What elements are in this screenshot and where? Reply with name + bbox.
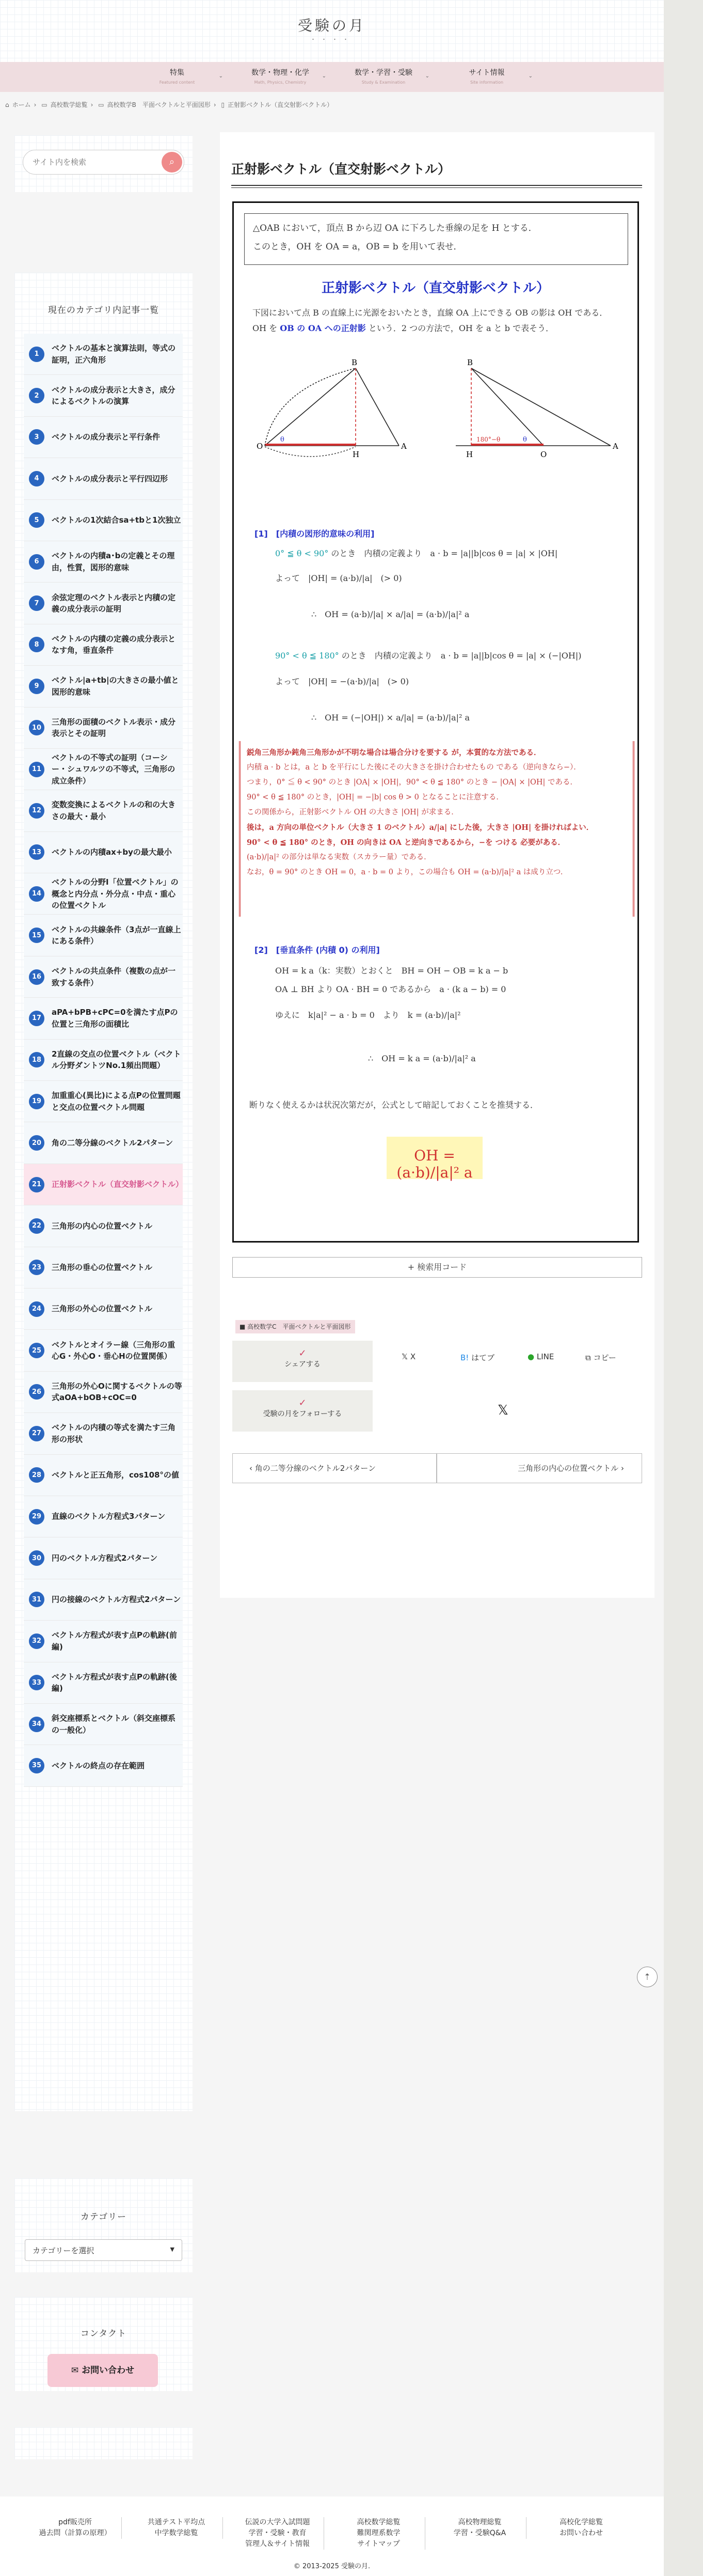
case2-magnitude: よって |OH| = −(a·b)/|a| (> 0) — [275, 677, 409, 686]
folder-icon: ■ — [239, 1323, 248, 1330]
search-code-toggle[interactable]: + 検索用コード — [232, 1257, 642, 1278]
toc-number: 2 — [29, 388, 44, 403]
toc-item-label: ベクトルとオイラー線（三角形の重心G・外心O・垂心Hの位置関係） — [52, 1340, 175, 1361]
prev-post-link[interactable]: ‹ 角の二等分線のベクトル2パターン — [232, 1453, 437, 1483]
category-article-list — [14, 273, 193, 2111]
toc-item-label: 斜交座標系とベクトル（斜交座標系の一般化） — [52, 1714, 176, 1735]
toc-number: 23 — [29, 1260, 44, 1275]
search-icon: ⌕ — [169, 156, 175, 167]
next-post-link[interactable]: 三角形の内心の位置ベクトル › — [437, 1453, 642, 1483]
figure-heading: 正射影ベクトル（直交射影ベクトル） — [321, 280, 550, 296]
contact-button[interactable]: ✉ お問い合わせ — [47, 2354, 158, 2387]
toc-number: 16 — [29, 969, 44, 985]
section-1-heading: [1] [内積の図形的意味の利用] — [254, 529, 375, 539]
site-footer — [0, 2496, 664, 2576]
toc-item-label: ベクトルの基本と演算法則，等式の証明，正六角形 — [52, 343, 176, 365]
toc-item[interactable] — [24, 956, 183, 998]
label-O2: O — [540, 450, 547, 459]
toc-number: 9 — [29, 679, 44, 694]
toc-item-label: 三角形の外心Oに関するベクトルの等式aOA+bOB+cOC=0 — [52, 1381, 182, 1403]
case1-magnitude: よって |OH| = (a·b)/|a| (> 0) — [275, 573, 402, 583]
follow-button[interactable]: ✓ 受験の月をフォローする — [232, 1390, 373, 1432]
toc-number: 3 — [29, 429, 44, 445]
toc-item-label: 円の接線のベクトル方程式2パターン — [52, 1595, 181, 1605]
label-B2: B — [467, 358, 473, 367]
toc-item-label: ベクトルの成分表示と平行四辺形 — [52, 474, 168, 483]
footer-link[interactable]: pdf販売所 — [58, 2518, 92, 2526]
label-B: B — [352, 358, 358, 367]
search-widget — [14, 135, 193, 192]
toc-item[interactable] — [24, 749, 183, 790]
x-icon: 𝕏 — [402, 1352, 408, 1361]
toc-item-label: ベクトルの内積a･bの定義とその理由，性質，図形的意味 — [52, 551, 175, 572]
footer-column — [130, 2517, 223, 2539]
note-line: この関係から，正射影ベクトル OH の大きさ |OH| が求まる． — [247, 808, 459, 816]
toc-item-label: 円のベクトル方程式2パターン — [52, 1553, 158, 1563]
toc-item[interactable] — [24, 583, 183, 624]
main-article — [220, 132, 654, 1598]
toc-item[interactable] — [24, 1164, 183, 1205]
toc-item-label: 三角形の面積のベクトル表示・成分表示とその証明 — [52, 717, 176, 739]
page-icon: ▯ — [221, 101, 225, 108]
label-O: O — [257, 442, 263, 451]
toc-number: 32 — [29, 1633, 44, 1649]
toc-item-label: 正射影ベクトル（直交射影ベクトル） — [52, 1180, 184, 1189]
title-dots: ・・・・ — [310, 36, 354, 43]
search-box — [23, 150, 184, 175]
breadcrumb-current: 正射影ベクトル（直交射影ベクトル） — [228, 101, 333, 108]
case2-line: 90° < θ ≦ 180° のとき 内積の定義より a · b = |a||b|cos θ = |a| × (−|OH|) — [275, 651, 582, 661]
footer-link[interactable]: 管理人＆サイト情報 — [245, 2540, 310, 2548]
footer-column — [29, 2517, 122, 2539]
toc-item-label: 余弦定理のベクトル表示と内積の定義の成分表示の証明 — [52, 592, 176, 614]
toc-item[interactable] — [24, 998, 183, 1039]
share-button[interactable]: ✓ シェアする — [232, 1341, 373, 1382]
closing-text: 断りなく使えるかは状況次第だが，公式として暗記しておくことを推奨する． — [249, 1100, 539, 1110]
note-line: 90° < θ ≦ 180° のとき，OH の向きは OA と逆向きであるから，−を つける 必要がある． — [247, 838, 566, 847]
section-2-heading: [2] [垂直条件 (内積 0) の利用] — [254, 945, 380, 955]
toc-item-label: 変数変換によるベクトルの和の大きさの最大・最小 — [52, 800, 176, 821]
toc-title: 現在のカテゴリ内記事一覧 — [47, 305, 159, 316]
toc-item[interactable] — [24, 1081, 183, 1122]
toc-item-label: ベクトルの分野Ⅰ「位置ベクトル」の概念と内分点・外分点・中点・重心の位置ベクトル — [52, 877, 179, 910]
toc-number: 28 — [29, 1467, 44, 1483]
toc-item-label: ベクトル|a+tb|の大きさの最小値と図形的意味 — [52, 676, 179, 697]
toc-item-label: 三角形の垂心の位置ベクトル — [52, 1263, 153, 1273]
toc-item[interactable] — [24, 1413, 183, 1454]
toc-number: 11 — [29, 762, 44, 777]
folder-icon: ▭ — [98, 101, 104, 108]
toc-item[interactable] — [24, 1040, 183, 1081]
global-nav — [0, 62, 664, 92]
toc-item-label: ベクトルの1次結合sa+tbと1次独立 — [52, 515, 181, 525]
x-follow-icon[interactable]: 𝕏 — [498, 1403, 508, 1418]
contact-title: コンタクト — [80, 2329, 127, 2339]
toc-item[interactable] — [24, 873, 183, 915]
toc-number: 1 — [29, 347, 44, 362]
footer-link[interactable]: 伝説の大学入試問題 — [245, 2518, 310, 2526]
toc-item-label: 2直線の交点の位置ベクトル（ベクトル分野ダントツNo.1頻出問題） — [52, 1049, 181, 1071]
share-x-button[interactable]: 𝕏 X — [402, 1352, 416, 1361]
intro-line-2: OH を OB の OA への正射影 という．2 つの方法で，OH を a と b で表そう． — [252, 323, 554, 333]
toc-number: 34 — [29, 1717, 44, 1732]
toc-item-label: ベクトルの終点の存在範囲 — [52, 1761, 145, 1770]
footer-link[interactable]: 中学数学総覧 — [154, 2529, 198, 2537]
method2-result: ∴ OH = k a = (a·b)/|a|² a — [368, 1054, 476, 1063]
acute-diagram — [265, 368, 399, 457]
toc-number: 13 — [29, 844, 44, 860]
toc-number: 17 — [29, 1011, 44, 1026]
label-H: H — [353, 450, 360, 459]
footer-link[interactable]: 共通テスト平均点 — [147, 2518, 205, 2526]
toc-item[interactable] — [24, 1662, 183, 1704]
toc-number: 31 — [29, 1592, 44, 1607]
footer-link[interactable]: お問い合わせ — [560, 2529, 603, 2537]
toc-item-label: 加重重心(異比)による点Pの位置問題と交点の位置ベクトル問題 — [52, 1091, 181, 1112]
triangle-diagrams — [254, 358, 626, 508]
toc-item[interactable] — [24, 790, 183, 831]
label-A: A — [401, 442, 407, 451]
note-line: 90° < θ ≦ 180° のとき，|OH| = −|b| cos θ > 0 となることに注意する． — [247, 793, 504, 802]
toc-item[interactable] — [24, 832, 183, 873]
chevron-down-icon: ⌄ — [528, 73, 533, 79]
toc-item[interactable] — [24, 458, 183, 499]
breadcrumb: ⌂ ホーム › ▭ 高校数学総覧 › ▭ 高校数学B 平面ベクトルと平面図形 › ▯ 正射影ベクトル（直交射影ベクトル） — [5, 101, 333, 108]
scroll-top-button[interactable] — [637, 1967, 658, 1987]
toc-number: 35 — [29, 1758, 44, 1773]
footer-link[interactable]: 高校数学総覧 — [357, 2518, 401, 2526]
toc-number: 26 — [29, 1384, 44, 1400]
footer-link[interactable]: 難関理系数学 — [357, 2529, 401, 2537]
svg-text:θ: θ — [280, 436, 284, 444]
label-H2: H — [466, 450, 473, 459]
toc-number: 12 — [29, 803, 44, 819]
chevron-down-icon: ▼ — [170, 2246, 174, 2253]
share-line-button[interactable]: ● LINE — [528, 1352, 554, 1361]
check-icon: ✓ — [298, 1397, 307, 1408]
final-formula: OH = (a·b)/|a|² a — [387, 1137, 483, 1179]
copy-button[interactable]: ⧉ コピー — [585, 1353, 616, 1362]
toc-item[interactable] — [24, 1122, 183, 1164]
toc-item-label: ベクトルの不等式の証明（コーシー・シュワルツの不等式，三角形の成立条件） — [52, 752, 175, 786]
nav-item-science[interactable]: 数学・物理・化学 Math, Physics, Chemistry ⌄ — [251, 69, 326, 85]
category-select[interactable]: カテゴリーを選択 ▼ — [25, 2239, 182, 2261]
toc-item[interactable] — [24, 417, 183, 458]
share-hatena-button[interactable]: B! はてブ — [460, 1353, 495, 1362]
chevron-right-icon: › — [618, 1464, 624, 1473]
toc-number: 27 — [29, 1426, 44, 1441]
toc-number: 21 — [29, 1177, 44, 1192]
intro-line-1: 下図において点 B の直線上に光源をおいたとき，直線 OA 上にできる OB の影は OH である． — [252, 308, 608, 318]
footer-link[interactable]: 過去問（計算の原理） — [39, 2529, 111, 2537]
nav-item-study[interactable]: 数学・学習・受験 Study & Examination ⌄ — [355, 69, 429, 85]
explanation-note — [239, 741, 634, 917]
breadcrumb-subcategory[interactable]: 高校数学B 平面ベクトルと平面図形 — [107, 101, 211, 108]
contact-widget — [14, 2297, 193, 2391]
toc-item-label: ベクトルの共線条件（3点が一直線上にある条件） — [52, 924, 181, 946]
toc-number: 7 — [29, 595, 44, 611]
toc-item-label: ベクトルの内積の等式を満たす三角形の形状 — [52, 1423, 176, 1444]
note-line: 内積 a · b とは，a と b を平行にした後にその大きさを掛け合わせたもの である（逆向きなら−）． — [247, 763, 581, 772]
toc-number: 10 — [29, 720, 44, 735]
problem-box: △OAB において，頂点 B から辺 OA に下ろした垂線の足を H とする． このとき，OH を OA = a，OB = b を用いて表せ． — [244, 213, 628, 265]
toc-number: 18 — [29, 1052, 44, 1067]
nav-item-siteinfo[interactable]: サイト情報 Site information ⌄ — [469, 69, 533, 85]
toc-number: 24 — [29, 1301, 44, 1317]
mail-icon: ✉ — [71, 2365, 79, 2376]
footer-column — [535, 2517, 628, 2539]
toc-item[interactable] — [24, 915, 183, 956]
toc-item-label: aPA+bPB+cPC=0を満たす点Pの位置と三角形の面積比 — [52, 1008, 178, 1029]
footer-link[interactable]: 学習・受験・教育 — [248, 2529, 307, 2537]
chevron-down-icon: ⌄ — [322, 73, 326, 79]
copyright: © 2013-2025 受験の月. — [293, 2563, 371, 2570]
arrow-up-icon: ⇡ — [644, 1972, 651, 1982]
toc-item[interactable] — [24, 708, 183, 749]
toc-item-label: ベクトルの共点条件（複数の点が一致する条件） — [52, 966, 176, 987]
toc-item[interactable] — [24, 1621, 183, 1662]
hatena-icon: B! — [460, 1353, 469, 1362]
method2-line-3: ゆえに k|a|² − a · b = 0 より k = (a·b)/|a|² — [275, 1010, 461, 1020]
toc-number: 25 — [29, 1343, 44, 1358]
toc-number: 14 — [29, 886, 44, 902]
toc-item[interactable] — [24, 1537, 183, 1579]
toc-item[interactable] — [24, 541, 183, 583]
toc-item[interactable] — [24, 334, 183, 375]
toc-list — [24, 334, 183, 1787]
footer-link[interactable]: 高校物理総覧 — [458, 2518, 502, 2526]
toc-item-label: ベクトルの成分表示と平行条件 — [52, 432, 161, 442]
toc-item-label: ベクトル方程式が表す点Pの軌跡(前編) — [52, 1630, 177, 1652]
toc-number: 6 — [29, 554, 44, 570]
toc-item[interactable] — [24, 1496, 183, 1537]
toc-item-label: 三角形の内心の位置ベクトル — [52, 1221, 153, 1231]
toc-item[interactable] — [24, 1579, 183, 1621]
toc-number: 5 — [29, 512, 44, 528]
toc-number: 4 — [29, 471, 44, 486]
case1-line: 0° ≦ θ < 90° のとき 内積の定義より a · b = |a||b|cos θ = |a| × |OH| — [275, 548, 558, 558]
method2-line-2: OA ⊥ BH より OA · BH = 0 であるから a · (k a − b) = 0 — [275, 984, 506, 994]
article-figure — [232, 201, 639, 1243]
note-line: 後は，a 方向の単位ベクトル（大きさ 1 のベクトル）a/|a| にした後，大きさ |OH| を掛ければよい． — [247, 823, 594, 832]
chevron-down-icon: ⌄ — [425, 73, 429, 79]
breadcrumb-category[interactable]: 高校数学総覧 — [50, 101, 88, 108]
method2-line-1: OH = k a（k：実数）とおくと BH = OH − OB = k a − b — [275, 966, 508, 976]
toc-item-label: ベクトル方程式が表す点Pの軌跡(後編) — [52, 1672, 177, 1693]
breadcrumb-home[interactable]: ホーム — [12, 101, 31, 108]
toc-item[interactable] — [24, 1745, 183, 1786]
nav-item-featured[interactable]: 特集 Featured content ⌄ — [159, 69, 223, 85]
toc-item[interactable] — [24, 624, 183, 666]
toc-item-label: ベクトルと正五角形，cos108°の値 — [52, 1470, 179, 1480]
category-widget — [14, 2178, 193, 2272]
line-icon: ● — [528, 1352, 535, 1361]
toc-item-label: ベクトルの内積ax+byの最大最小 — [52, 847, 172, 857]
site-title[interactable]: 受験の月 — [297, 17, 366, 34]
check-icon: ✓ — [298, 1348, 307, 1359]
label-A2: A — [613, 442, 618, 451]
toc-number: 30 — [29, 1550, 44, 1566]
svg-text:180°−θ: 180°−θ — [476, 436, 501, 443]
category-title: カテゴリー — [80, 2212, 127, 2222]
toc-item[interactable] — [24, 1455, 183, 1496]
case2-result: ∴ OH = (−|OH|) × a/|a| = (a·b)/|a|² a — [311, 713, 470, 722]
toc-number: 29 — [29, 1509, 44, 1525]
note-line: なお，θ = 90° のとき OH = 0，a · b = 0 より，この場合も OH = (a·b)/|a|² a は成り立つ． — [247, 868, 568, 876]
note-line: 鋭角三角形か鈍角三角形かが不明な場合は場合分けを要する が，本質的な方法である． — [247, 748, 541, 757]
toc-number: 15 — [29, 928, 44, 943]
svg-text:θ: θ — [523, 436, 527, 444]
toc-number: 19 — [29, 1094, 44, 1109]
toc-item[interactable] — [24, 1205, 183, 1247]
search-input[interactable] — [33, 156, 156, 168]
chevron-down-icon: ⌄ — [218, 73, 223, 79]
chevron-left-icon: ‹ — [249, 1464, 255, 1473]
obtuse-diagram — [456, 368, 611, 446]
toc-item[interactable] — [24, 1247, 183, 1289]
toc-number: 20 — [29, 1135, 44, 1151]
footer-column — [434, 2517, 526, 2539]
case1-result: ∴ OH = (a·b)/|a| × a/|a| = (a·b)/|a|² a — [311, 609, 470, 619]
footer-column — [332, 2517, 425, 2550]
toc-item[interactable] — [24, 1372, 183, 1413]
note-line: つまり，0° ≦ θ < 90° のとき |OA| × |OH|，90° < θ ≦ 180° のとき − |OA| × |OH| である． — [247, 778, 578, 787]
note-line: (a·b)/|a|² の部分は単なる実数（スカラー量）である． — [247, 853, 432, 861]
toc-item[interactable] — [24, 375, 183, 416]
toc-item[interactable] — [24, 1704, 183, 1745]
right-margin — [664, 0, 703, 2576]
footer-link[interactable]: 学習・受験Q&A — [453, 2529, 506, 2537]
home-icon: ⌂ — [5, 101, 9, 108]
toc-item[interactable] — [24, 1289, 183, 1330]
page-title: 正射影ベクトル（直交射影ベクトル） — [231, 159, 642, 186]
toc-number: 8 — [29, 637, 44, 652]
footer-link[interactable]: 高校化学総覧 — [560, 2518, 603, 2526]
toc-number: 22 — [29, 1218, 44, 1234]
toc-item-label: 角の二等分線のベクトル2パターン — [52, 1138, 173, 1148]
footer-column — [231, 2517, 324, 2550]
toc-item[interactable] — [24, 1330, 183, 1371]
category-tag[interactable]: ■ 高校数学C 平面ベクトルと平面図形 — [235, 1320, 355, 1333]
toc-number: 33 — [29, 1675, 44, 1690]
footer-link[interactable]: サイトマップ — [357, 2540, 400, 2548]
folder-icon: ▭ — [41, 101, 47, 108]
toc-item[interactable] — [24, 666, 183, 707]
toc-item-label: ベクトルの内積の定義の成分表示となす角，垂直条件 — [52, 634, 176, 655]
search-button[interactable] — [162, 152, 182, 172]
copy-icon: ⧉ — [585, 1353, 591, 1362]
empty-widget — [14, 2427, 193, 2459]
toc-item-label: 三角形の外心の位置ベクトル — [52, 1304, 153, 1314]
toc-item-label: ベクトルの成分表示と大きさ，成分によるベクトルの演算 — [52, 385, 175, 406]
toc-item-label: 直線のベクトル方程式3パターン — [52, 1512, 166, 1521]
toc-item[interactable] — [24, 500, 183, 541]
site-header — [0, 0, 703, 62]
